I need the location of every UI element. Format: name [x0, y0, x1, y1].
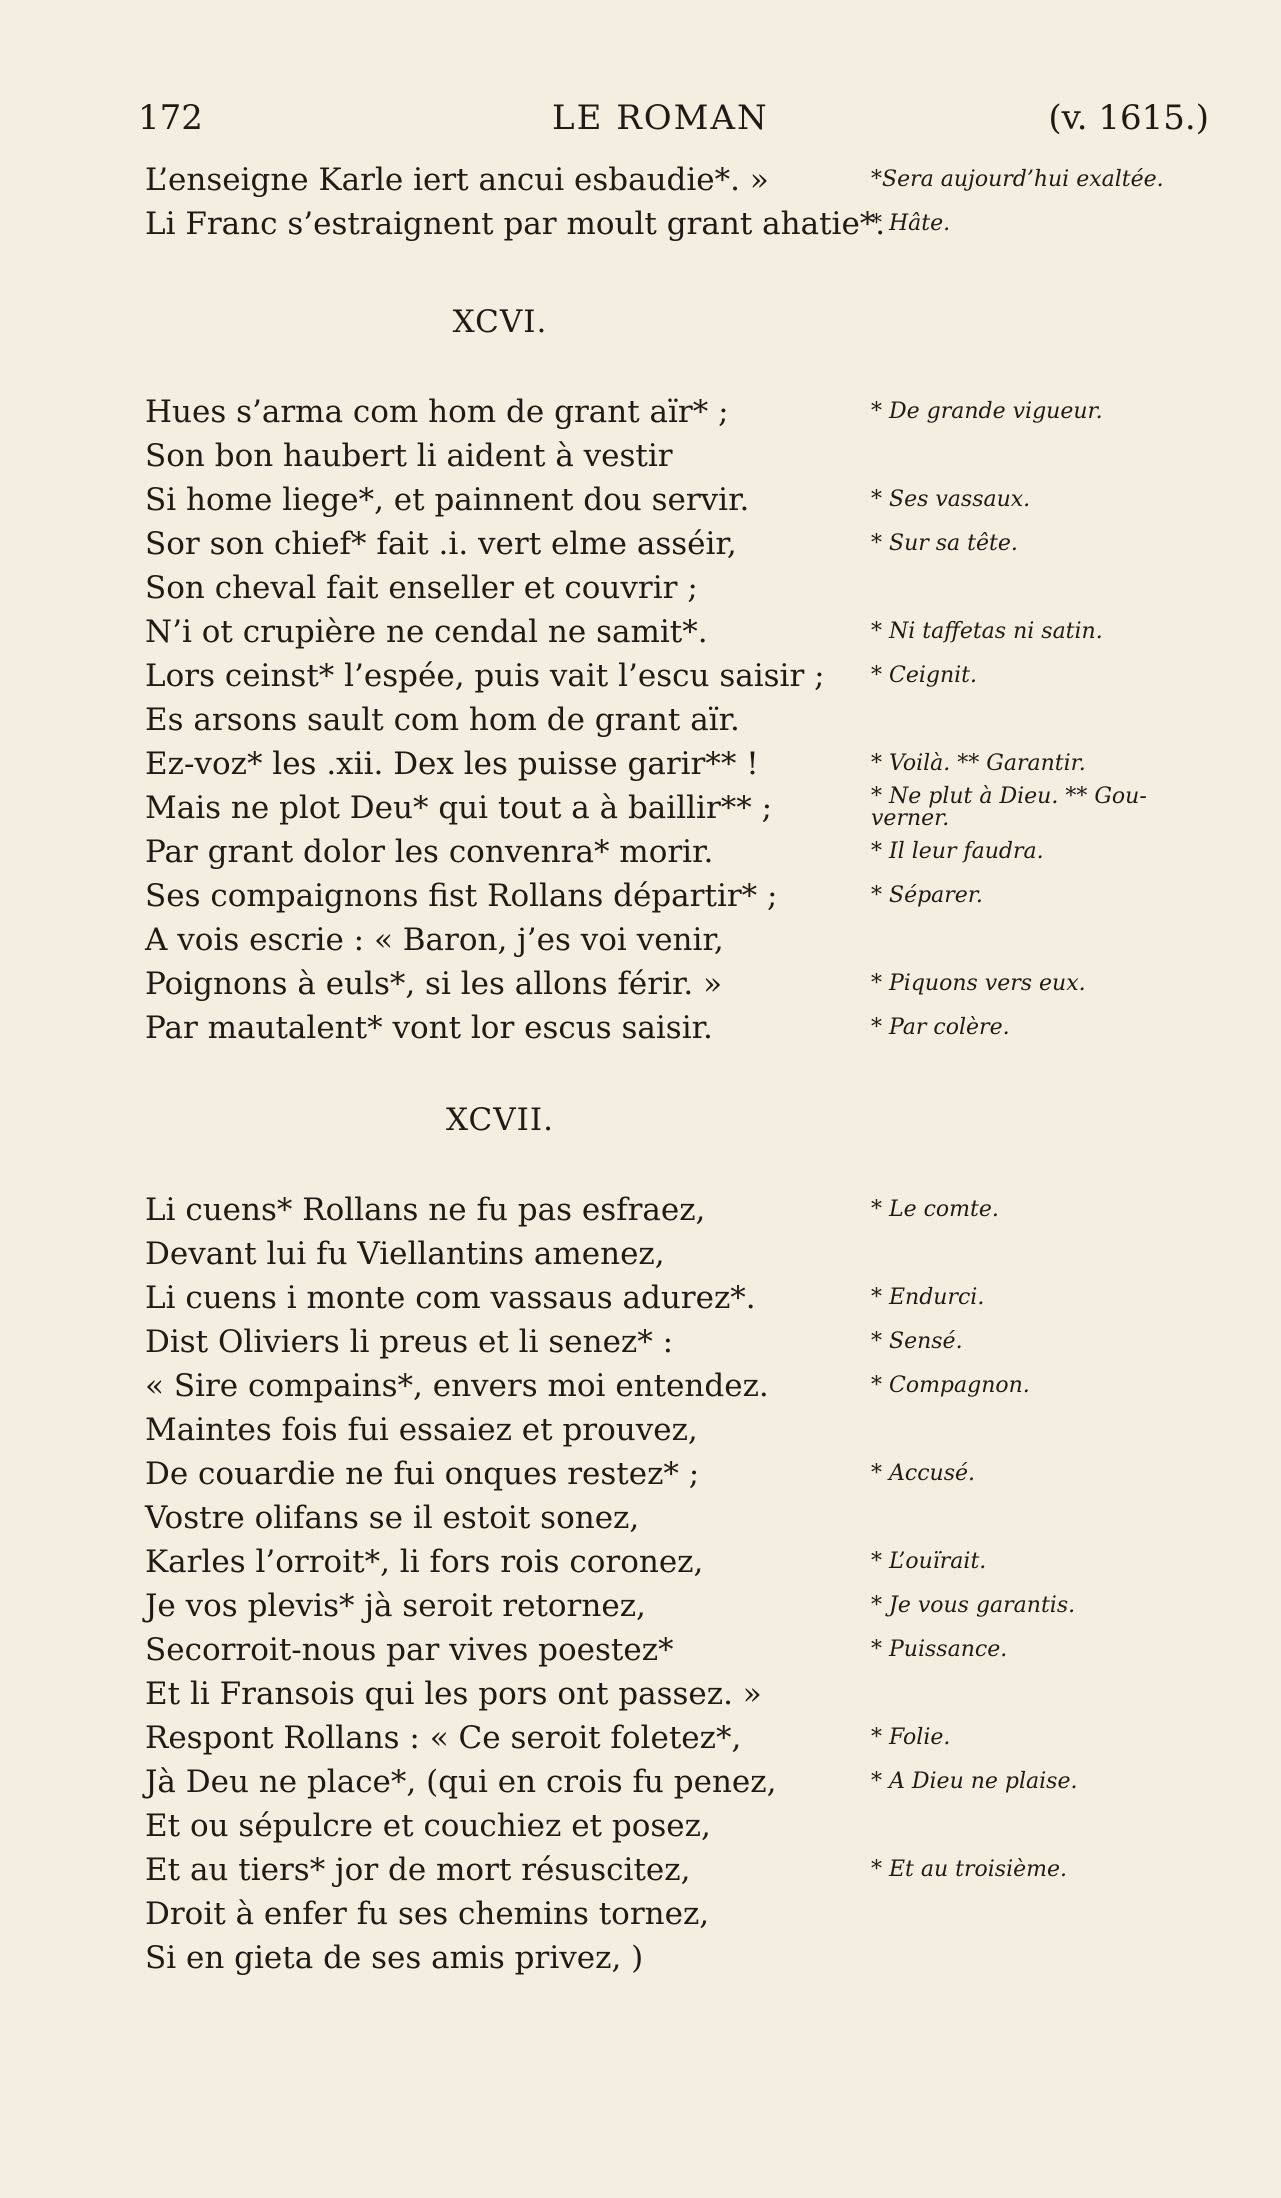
verse-text: Li cuens* Rollans ne fu pas esfraez,: [145, 1192, 706, 1228]
verse-text: Es arsons sault com hom de grant aïr.: [145, 702, 740, 738]
verse-line: [0, 1452, 1281, 1496]
verse-line: [0, 1760, 1281, 1804]
gloss-note: * Je vous garantis.: [871, 1593, 1076, 1618]
gloss-note-continuation: verner.: [871, 806, 950, 831]
verse-line: [0, 1892, 1281, 1936]
gloss-note: * Ceignit.: [871, 663, 978, 688]
section-heading-row: [0, 1098, 1281, 1142]
verse-text: Mais ne plot Deu* qui tout a à baillir** ;: [145, 790, 773, 826]
running-title: LE ROMAN: [552, 98, 769, 138]
verse-text: Droit à enfer fu ses chemins tornez,: [145, 1896, 710, 1932]
verse-line: [0, 1584, 1281, 1628]
verse-text: De couardie ne fui onques restez* ;: [145, 1456, 700, 1492]
verse-text: Par grant dolor les convenra* morir.: [145, 834, 714, 870]
verse-line: [0, 478, 1281, 522]
verse-text: Ez-voz* les .xii. Dex les puisse garir** !: [145, 746, 759, 782]
gloss-note: * Le comte.: [871, 1197, 999, 1222]
verse-text: Maintes fois fui essaiez et prouvez,: [145, 1412, 698, 1448]
verse-text: Poignons à euls*, si les allons férir. »: [145, 966, 723, 1002]
verse-text: Vostre olifans se il estoit sonez,: [145, 1500, 640, 1536]
verse-line: [0, 786, 1281, 830]
verse-text: Hues s’arma com hom de grant aïr* ;: [145, 394, 729, 430]
verse-text: L’enseigne Karle iert ancui esbaudie*. »: [145, 162, 769, 198]
section-heading-row: [0, 300, 1281, 344]
gloss-note: * A Dieu ne plaise.: [871, 1769, 1078, 1794]
verse-line: [0, 1364, 1281, 1408]
verse-line: [0, 1804, 1281, 1848]
verse-line: [0, 1232, 1281, 1276]
verse-line: [0, 522, 1281, 566]
verse-text: Si home liege*, et painnent dou servir.: [145, 482, 750, 518]
verse-line: [0, 962, 1281, 1006]
verse-text: Et ou sépulcre et couchiez et posez,: [145, 1808, 711, 1844]
verse-text: Karles l’orroit*, li fors rois coronez,: [145, 1544, 704, 1580]
verse-line: [0, 1540, 1281, 1584]
gloss-note: * Ni taffetas ni satin.: [871, 619, 1103, 644]
verse-line: [0, 158, 1281, 202]
verse-line: [0, 918, 1281, 962]
verse-text: Li Franc s’estraignent par moult grant ahatie*.: [145, 206, 886, 242]
verse-text: Sor son chief* fait .i. vert elme asséir,: [145, 526, 737, 562]
section-heading: XCVII.: [446, 1102, 554, 1138]
gloss-note: * Ses vassaux.: [871, 487, 1031, 512]
verse-reference: (v. 1615.): [1048, 98, 1209, 138]
gloss-note: * Sensé.: [871, 1329, 963, 1354]
verse-line: [0, 1848, 1281, 1892]
gloss-note: * Et au troisième.: [871, 1857, 1068, 1882]
gloss-note: * Par colère.: [871, 1015, 1010, 1040]
verse-line: [0, 698, 1281, 742]
gloss-note: * De grande vigueur.: [871, 399, 1103, 424]
verse-text: Par mautalent* vont lor escus saisir.: [145, 1010, 713, 1046]
gloss-note: * Folie.: [871, 1725, 951, 1750]
verse-text: Devant lui fu Viellantins amenez,: [145, 1236, 665, 1272]
gloss-note: * Compagnon.: [871, 1373, 1030, 1398]
verse-line: [0, 390, 1281, 434]
gloss-note: * Accusé.: [871, 1461, 975, 1486]
gloss-note: *Sera aujourd’hui exaltée.: [871, 167, 1164, 192]
verse-line: [0, 830, 1281, 874]
verse-line: [0, 1408, 1281, 1452]
verse-line: [0, 610, 1281, 654]
gloss-note: * Puissance.: [871, 1637, 1008, 1662]
gloss-note: * Endurci.: [871, 1285, 985, 1310]
verse-text: Respont Rollans : « Ce seroit foletez*,: [145, 1720, 742, 1756]
verse-text: Lors ceinst* l’espée, puis vait l’escu saisir ;: [145, 658, 825, 694]
verse-line: [0, 874, 1281, 918]
section-heading: XCVI.: [452, 304, 548, 340]
verse-text: Secorroit-nous par vives poestez*: [145, 1632, 674, 1668]
verse-line: [0, 654, 1281, 698]
verse-text: A vois escrie : « Baron, j’es voi venir,: [145, 922, 724, 958]
gloss-note: * Ne plut à Dieu. ** Gou-: [871, 784, 1147, 809]
verse-line: [0, 202, 1281, 246]
gloss-note: * Piquons vers eux.: [871, 971, 1086, 996]
verse-text: Jà Deu ne place*, (qui en crois fu penez,: [145, 1764, 777, 1800]
verse-text: Je vos plevis* jà seroit retornez,: [145, 1588, 646, 1624]
verse-text: Et li Fransois qui les pors ont passez. »: [145, 1676, 762, 1712]
verse-line: [0, 1936, 1281, 1980]
verse-text: N’i ot crupière ne cendal ne samit*.: [145, 614, 708, 650]
verse-text: Et au tiers* jor de mort résuscitez,: [145, 1852, 691, 1888]
verse-text: « Sire compains*, envers moi entendez.: [145, 1368, 769, 1404]
verse-line: [0, 742, 1281, 786]
verse-text: Son bon haubert li aident à vestir: [145, 438, 673, 474]
verse-text: Dist Oliviers li preus et li senez* :: [145, 1324, 674, 1360]
verse-line: [0, 1188, 1281, 1232]
verse-text: Ses compaignons fist Rollans départir* ;: [145, 878, 778, 914]
gloss-note: * Il leur faudra.: [871, 839, 1044, 864]
verse-line: [0, 1320, 1281, 1364]
verse-line: [0, 1496, 1281, 1540]
verse-line: [0, 1276, 1281, 1320]
gloss-note: * L’ouïrait.: [871, 1549, 987, 1574]
verse-line: [0, 434, 1281, 478]
verse-line: [0, 1716, 1281, 1760]
gloss-note: * Séparer.: [871, 883, 983, 908]
gloss-note: * Sur sa tête.: [871, 531, 1018, 556]
verse-line: [0, 1628, 1281, 1672]
page-number: 172: [138, 98, 203, 138]
gloss-note: * Voilà. ** Garantir.: [871, 751, 1086, 776]
verse-line: [0, 566, 1281, 610]
verse-text: Li cuens i monte com vassaus adurez*.: [145, 1280, 756, 1316]
verse-line: [0, 1672, 1281, 1716]
verse-line: [0, 1006, 1281, 1050]
verse-text: Si en gieta de ses amis privez, ): [145, 1940, 644, 1976]
gloss-note: * Hâte.: [871, 211, 951, 236]
verse-text: Son cheval fait enseller et couvrir ;: [145, 570, 698, 606]
